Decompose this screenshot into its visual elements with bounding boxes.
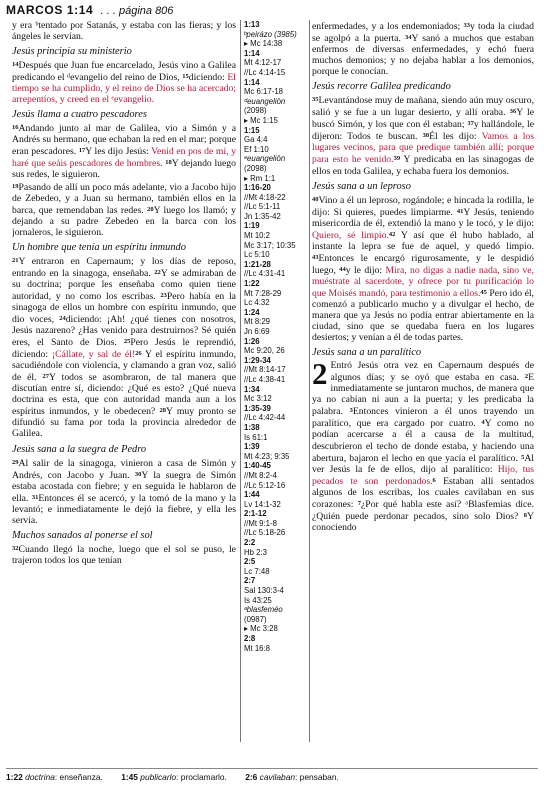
- cross-reference: //Lc 4:42-44: [244, 413, 286, 423]
- paragraph: $^{21}$Y entraron en Capernaum; y los días de reposo, entrando en la sinagoga, enseñaba. $^{22}$Y se admiraban de su doctrina; porque les enseñaba como quien tiene autoridad, y no como los escribas. $^{23}$Pero había en la sinagoga de ellos un hombre con espíritu inmundo, que dio voces, $^{24}$diciendo: ¡Ah! ¿qué tienes con nosotros, Jesús nazareno? ¿Has venido para destruirnos? Sé quién eres, el Santo de Dios. $^{25}$Pero Jesús le reprendió, diciendo: ¡Cállate, y sal de él!$^{26}$ Y el espíritu inmundo, sacudiéndole con violencia, y clamando a gran voz, salió de él. $^{27}$Y todos se asombraron, de tal manera que discutían entre sí, diciendo: ¿Qué es esto? ¿Qué nueva doctrina es esta, que con autoridad manda aun a los espíritus inmundos, y le obedecen? $^{28}$Y muy pronto se difundió su fama por toda la provincia alrededor de Galilea.: [12, 255, 236, 440]
- cross-reference: 1:39: [244, 442, 260, 452]
- cross-reference: //Lc 4:14-15: [244, 67, 286, 77]
- cross-reference: //Lc 5:1-11: [244, 202, 281, 212]
- cross-reference: Sal 130:3-4: [244, 586, 284, 596]
- cross-reference: 1:16-20: [244, 183, 271, 193]
- cross-reference: 2:5: [244, 557, 256, 567]
- cross-reference: //Lc 4:38-41: [244, 374, 286, 384]
- cross-reference: Mt 4:12-17: [244, 58, 282, 68]
- cross-reference: Is 43:25: [244, 595, 272, 605]
- cross-reference: //Mt 4:18-22: [244, 192, 286, 202]
- column-divider: [240, 20, 241, 742]
- cross-reference: 2:8: [244, 634, 256, 643]
- cross-reference: Mc 9:20, 26: [244, 346, 285, 356]
- cross-reference: Mc 6:17-18: [244, 87, 284, 97]
- footnote: 1:22 doctrina: enseñanza.: [6, 772, 103, 782]
- cross-reference: ᵈeuangeliōn: [244, 96, 286, 106]
- cross-reference: Lc 7:48: [244, 566, 270, 576]
- cross-reference: 1:38: [244, 422, 260, 432]
- cross-reference: Mt 16:8: [244, 643, 271, 653]
- cross-reference: 1:19: [244, 221, 260, 231]
- cross-reference: 2:1-12: [244, 509, 267, 519]
- book-reference: MARCOS 1:14: [6, 3, 94, 17]
- words-of-christ: El tiempo se ha cumplido, y el reino de Dios se ha acercado; arrepentíos, y creed en el ᵉevangelio.: [12, 72, 236, 106]
- cross-reference: //Lc 5:12-16: [244, 480, 286, 490]
- page-label: . . . página 806: [100, 5, 174, 17]
- words-of-christ: Quiero, sé limpio.: [312, 229, 389, 241]
- section-heading: Jesús sana a un leproso: [312, 180, 411, 192]
- cross-reference: Lc 4:32: [244, 298, 270, 308]
- words-of-christ: Vamos a los lugares vecinos, para que predique también allí; porque para esto he venido.: [312, 131, 534, 166]
- section-heading: Un hombre que tenía un espíritu inmundo: [12, 241, 186, 253]
- chapter-number: 2: [312, 356, 328, 392]
- section-heading: Jesús recorre Galilea predicando: [312, 81, 451, 93]
- cross-reference: ᵉeuangeliōn: [244, 154, 286, 164]
- cross-reference: ᵇpeirázo (3985): [244, 29, 297, 39]
- cross-reference: 1:24: [244, 307, 260, 317]
- cross-reference: //Mt 8:2-4: [244, 470, 277, 480]
- footnote: 1:45 publicarlo: proclamarlo.: [121, 772, 227, 782]
- cross-reference: //Lc 4:31-41: [244, 269, 286, 279]
- cross-reference: ▸ Mc 3:28: [244, 624, 278, 634]
- cross-reference: Jn 1:35-42: [244, 211, 281, 221]
- cross-reference: 1:34: [244, 384, 260, 394]
- cross-reference: Is 61:1: [244, 432, 268, 442]
- cross-reference: 1:13: [244, 20, 260, 29]
- left-text-column: [12, 20, 236, 740]
- cross-reference: Mc 3:17; 10:35: [244, 240, 296, 250]
- paragraph: y era ᵇtentado por Satanás, y estaba con las fieras; y los ángeles le servían.: [12, 20, 236, 43]
- page-header: [6, 2, 306, 18]
- cross-reference: Ga 4:4: [244, 135, 268, 145]
- section-heading: Jesús llama a cuatro pescadores: [12, 109, 147, 121]
- cross-reference: 1:15: [244, 125, 260, 135]
- footnotes: [6, 768, 538, 782]
- right-text-column: [312, 20, 534, 740]
- paragraph: $^{35}$Levantándose muy de mañana, siendo aún muy oscuro, salió y se fue a un lugar desierto, y allí oraba. $^{36}$Y le buscó Simón, y los que con él estaban; $^{37}$y hallándole, le dijeron: Todos te buscan. $^{38}$Él les dijo: Vamos a los lugares vecinos, para que predique también allí; porque para esto he venido.$^{39}$ Y predicaba en las sinagogas de ellos en toda Galilea, y echaba fuera los demonios.: [312, 95, 534, 177]
- cross-reference: Lv 14:1-32: [244, 499, 281, 509]
- cross-reference: 1:44: [244, 490, 260, 500]
- cross-reference: 2:7: [244, 576, 256, 586]
- words-of-christ: Venid en pos de mí, y haré que seáis pescadores de hombres.: [12, 146, 236, 170]
- words-of-christ: Mira, no digas a nadie nada, sino ve, muéstrate al sacerdote, y ofrece por tu purificación lo que Moisés mandó, para testimonio a ellos.: [312, 264, 534, 299]
- cross-reference: //Mt 8:14-17: [244, 365, 286, 375]
- cross-reference: (2098): [244, 106, 267, 116]
- cross-reference-column: [244, 20, 306, 740]
- paragraph: $^{32}$Cuando llegó la noche, luego que el sol se puso, le trajeron todos los que tenían: [12, 543, 236, 566]
- section-heading: Jesús sana a un paralítico: [312, 347, 422, 359]
- cross-reference: Mt 10:2: [244, 231, 271, 241]
- cross-reference: //Mt 9:1-8: [244, 518, 277, 528]
- cross-reference: 1:40-45: [244, 461, 271, 471]
- section-heading: Jesús sana a la suegra de Pedro: [12, 443, 147, 455]
- cross-reference: 1:26: [244, 336, 260, 346]
- cross-reference: (2098): [244, 163, 267, 173]
- section-heading: Muchos sanados al ponerse el sol: [12, 529, 153, 541]
- cross-reference: Ef 1:10: [244, 144, 269, 154]
- cross-reference: (0987): [244, 614, 267, 624]
- cross-reference: 1:29-34: [244, 355, 271, 365]
- paragraph: enfermedades, y a los endemoniados; $^{33}$y toda la ciudad se agolpó a la puerta. $^{34}$Y sanó a muchos que estaban enfermos de diversas enfermedades, y echó fuera muchos demonios; y no dejaba hablar a los demonios, porque le conocían.: [312, 21, 534, 78]
- cross-reference: 1:22: [244, 279, 260, 289]
- cross-reference: 1:14: [244, 77, 260, 87]
- column-divider: [309, 20, 310, 742]
- cross-reference: ▸ Mc 1:15: [244, 115, 278, 125]
- cross-reference: 1:35-39: [244, 403, 271, 413]
- cross-reference: 1:21-28: [244, 259, 271, 269]
- paragraph: $^{14}$Después que Juan fue encarcelado, Jesús vino a Galilea predicando el ᵈevangelio del reino de Dios, $^{15}$diciendo: El tiempo se ha cumplido, y el reino de Dios se ha acercado; arrepentíos, y creed en el ᵉevangelio.: [12, 60, 236, 106]
- words-of-christ: Hijo, tus pecados te son perdonados.: [312, 463, 534, 487]
- cross-reference: Mt 8:29: [244, 317, 271, 327]
- paragraph: $^{40}$Vino a él un leproso, rogándole; e hincada la rodilla, le dijo: Si quieres, puedes limpiarme. $^{41}$Y Jesús, teniendo misericordia de él, extendió la mano y le tocó, y le dijo: Quiero, sé limpio.$^{42}$ Y así que él hubo hablado, al instante la lepra se fue de aquel, y quedó limpio. $^{43}$Entonces le encargó rigurosamente, y le despidió luego, $^{44}$y le dijo: Mira, no digas a nadie nada, sino ve, muéstrate al sacerdote, y ofrece por tu purificación lo que Moisés mandó, para testimonio a ellos.$^{45}$ Pero ido él, comenzó a publicarlo mucho y a divulgar el hecho, de manera que ya Jesús no podía entrar abiertamente en la ciudad, sino que se quedaba fuera en los lugares desiertos; y venían a él de todas partes.: [312, 194, 534, 344]
- cross-reference: Mc 3:12: [244, 394, 272, 404]
- cross-reference: ▸ Mc 14:38: [244, 39, 283, 49]
- words-of-christ: ¡Cállate, y sal de él!: [51, 349, 136, 361]
- cross-reference: Lc 5:10: [244, 250, 270, 260]
- cross-reference: Mt 7:28-29: [244, 288, 282, 298]
- cross-reference: ᵃblasfeméo: [244, 605, 283, 615]
- paragraph: $^{19}$Pasando de allí un poco más adelante, vio a Jacobo hijo de Zebedeo, y a Juan su hermano, también ellos en la barca, que remendaban las redes. $^{20}$Y luego los llamó; y dejando a su padre Zebedeo en la barca con los jornaleros, le siguieron.: [12, 181, 236, 238]
- footnote: 2:6 cavilaban: pensaban.: [245, 772, 339, 782]
- section-heading: Jesús principia su ministerio: [12, 46, 132, 58]
- cross-reference: 1:14: [244, 48, 260, 58]
- cross-reference: Hb 2:3: [244, 547, 267, 557]
- cross-reference: Jn 6:69: [244, 327, 270, 336]
- paragraph: $^{29}$Al salir de la sinagoga, vinieron a casa de Simón y Andrés, con Jacobo y Juan. $^{30}$Y la suegra de Simón estaba acostada con fiebre; y en seguida le hablaron de ella. $^{31}$Entonces él se acercó, y la tomó de la mano y la levantó; e inmediatamente le dejó la fiebre, y ella les servía.: [12, 457, 236, 526]
- cross-reference: //Lc 5:18-26: [244, 528, 286, 538]
- cross-reference: 2:2: [244, 538, 256, 548]
- cross-reference: Mt 4:23; 9:35: [244, 451, 290, 461]
- paragraph: 2 Entró Jesús otra vez en Capernaum después de algunos días; y se oyó que estaba en casa. $^2$E inmediatamente se juntaron muchos, de manera que ya no cabían ni aun a la puerta; y les predicaba la palabra. $^3$Entonces vinieron a él unos trayendo un paralítico, que era cargado por cuatro. $^4$Y como no podían acercarse a él a causa de la multitud, descubrieron el techo de donde estaba, y haciendo una abertura, bajaron el lecho en que yacía el paralítico. $^5$Al ver Jesús la fe de ellos, dijo al paralítico: Hijo, tus pecados te son perdonados.$^6$ Estaban allí sentados algunos de los escribas, los cuales cavilaban en sus corazones: $^7$¿Por qué habla este así? ᵃBlasfemias dice. ¿Quién puede perdonar pecados, sino solo Dios? $^8$Y conociendo: [312, 356, 534, 533]
- paragraph: $^{16}$Andando junto al mar de Galilea, vio a Simón y a Andrés su hermano, que echaban la red en el mar; porque eran pescadores. $^{17}$Y les dijo Jesús: Venid en pos de mí, y haré que seáis pescadores de hombres. $^{18}$Y dejando luego sus redes, le siguieron.: [12, 123, 236, 181]
- cross-reference: ▸ Rm 1:1: [244, 173, 276, 183]
